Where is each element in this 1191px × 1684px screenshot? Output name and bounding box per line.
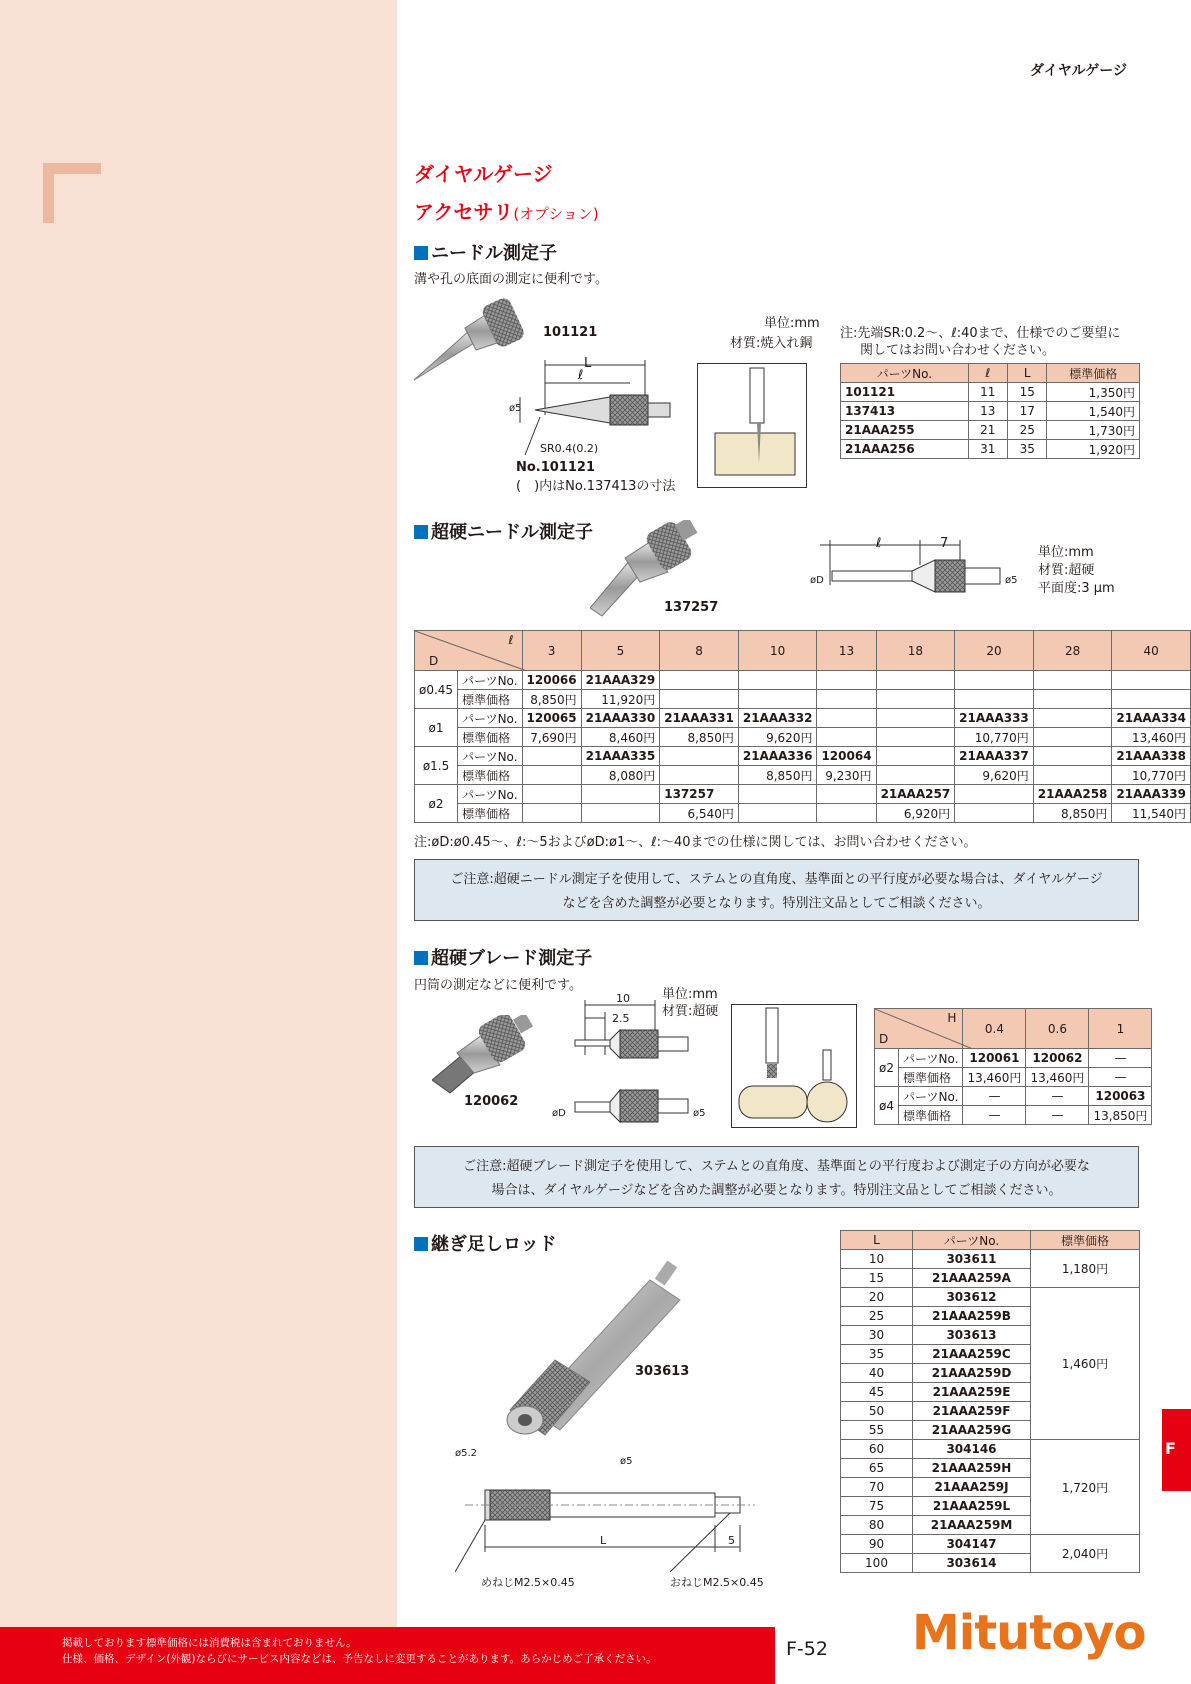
part-cell: 21AAA259G <box>913 1421 1031 1440</box>
part-cell <box>660 671 739 690</box>
table-row <box>415 766 1191 785</box>
column-header: 5 <box>581 631 660 671</box>
section-rod-heading: 継ぎ足しロッド <box>414 1230 557 1256</box>
price-cell: 2,040円 <box>1031 1535 1140 1573</box>
part-cell: 21AAA335 <box>581 747 660 766</box>
table-row <box>415 804 1191 823</box>
price-cell: 6,920円 <box>876 804 955 823</box>
price-cell <box>817 690 876 709</box>
part-cell <box>1112 671 1191 690</box>
length-cell: 50 <box>841 1402 913 1421</box>
part-cell: 303614 <box>913 1554 1031 1573</box>
part-cell: 21AAA333 <box>955 709 1034 728</box>
section-carbide-needle-heading: 超硬ニードル測定子 <box>414 518 593 544</box>
part-cell <box>817 709 876 728</box>
part-cell: 21AAA338 <box>1112 747 1191 766</box>
part-cell <box>660 747 739 766</box>
part-cell: 304146 <box>913 1440 1031 1459</box>
table-row: 137413 13 17 1,540円 <box>841 402 1140 421</box>
length-cell: 55 <box>841 1421 913 1440</box>
column-header: 20 <box>955 631 1034 671</box>
part-cell: 21AAA259C <box>913 1345 1031 1364</box>
price-cell <box>1112 690 1191 709</box>
price-cell <box>738 690 817 709</box>
corner-cell: H D <box>875 1009 963 1049</box>
blade-description: 円筒の測定などに便利です。 <box>414 978 582 993</box>
length-cell: 35 <box>841 1345 913 1364</box>
length-cell: 40 <box>841 1364 913 1383</box>
blade-dim-10: 10 <box>616 992 630 1005</box>
part-cell: 21AAA258 <box>1033 785 1112 804</box>
price-cell: 6,540円 <box>660 804 739 823</box>
price-cell: 9,620円 <box>738 728 817 747</box>
price-cell <box>522 804 581 823</box>
column-header: 0.4 <box>963 1009 1026 1049</box>
needle-dim-d: ø5 <box>509 403 522 414</box>
header-category: ダイヤルゲージ <box>1030 63 1128 79</box>
length-cell: 15 <box>841 1269 913 1288</box>
part-cell <box>955 671 1034 690</box>
header-cell: 標準価格 <box>1031 1231 1140 1250</box>
price-cell: 10,770円 <box>1112 766 1191 785</box>
price-cell <box>955 690 1034 709</box>
part-cell: 21AAA332 <box>738 709 817 728</box>
needle-dim-l: ℓ <box>578 368 584 383</box>
carbide-caution-box: ご注意:超硬ニードル測定子を使用して、ステムとの直角度、基準面との平行度が必要な場合は、ダイヤルゲージ などを含めた調整が必要となります。特別注文品としてご相談ください。 <box>414 859 1139 921</box>
price-cell <box>1033 690 1112 709</box>
price-cell: 11,920円 <box>581 690 660 709</box>
part-cell: 21AAA337 <box>955 747 1034 766</box>
header-cell: パーツNo. <box>841 364 969 383</box>
price-cell <box>660 690 739 709</box>
price-cell <box>955 804 1034 823</box>
length-cell: 100 <box>841 1554 913 1573</box>
price-cell <box>876 690 955 709</box>
part-cell <box>955 785 1034 804</box>
corner-mark <box>43 163 101 223</box>
carbide-dim-7: 7 <box>940 536 949 551</box>
section-tab-f[interactable]: F <box>1162 1409 1191 1491</box>
price-cell: 7,690円 <box>522 728 581 747</box>
column-header: 28 <box>1033 631 1112 671</box>
row-label: パーツNo. <box>458 747 522 766</box>
part-cell: 21AAA259M <box>913 1516 1031 1535</box>
price-cell: 8,850円 <box>522 690 581 709</box>
part-cell <box>876 709 955 728</box>
price-cell: 9,620円 <box>955 766 1034 785</box>
part-cell: 304147 <box>913 1535 1031 1554</box>
price-cell <box>817 728 876 747</box>
row-label: 標準価格 <box>458 804 522 823</box>
rod-image-label: 303613 <box>635 1364 690 1379</box>
rod-dim-5: ø5 <box>620 1456 633 1467</box>
rod-dimension-drawing <box>455 1440 765 1590</box>
part-cell: 120065 <box>522 709 581 728</box>
part-cell <box>522 747 581 766</box>
part-cell <box>738 671 817 690</box>
needle-material: 材質:焼入れ鋼 <box>730 336 813 351</box>
header-cell: 標準価格 <box>1047 364 1140 383</box>
length-cell: 25 <box>841 1307 913 1326</box>
part-cell: 21AAA259A <box>913 1269 1031 1288</box>
price-cell: 8,850円 <box>660 728 739 747</box>
column-header: 10 <box>738 631 817 671</box>
carbide-note: 注:øD:ø0.45〜、ℓ:〜5およびøD:ø1〜、ℓ:〜40までの仕様に関しては、お問い合わせください。 <box>414 835 977 850</box>
table-row: 21AAA255 21 25 1,730円 <box>841 421 1140 440</box>
mitutoyo-logo: Mitutoyo <box>912 1605 1146 1661</box>
column-header: 13 <box>817 631 876 671</box>
part-cell <box>738 785 817 804</box>
price-cell <box>660 766 739 785</box>
part-cell <box>817 671 876 690</box>
table-row <box>841 1440 1140 1459</box>
row-label: 標準価格 <box>458 728 522 747</box>
section-blade-heading: 超硬ブレード測定子 <box>414 944 592 970</box>
table-row <box>415 709 1191 728</box>
column-header: 8 <box>660 631 739 671</box>
carbide-flatness: 平面度:3 μm <box>1038 581 1115 596</box>
blade-image-label: 120062 <box>464 1094 519 1109</box>
part-cell: 21AAA259B <box>913 1307 1031 1326</box>
part-cell: 21AAA259J <box>913 1478 1031 1497</box>
table-row: 21AAA256 31 35 1,920円 <box>841 440 1140 459</box>
part-cell: 137257 <box>660 785 739 804</box>
part-cell: 303613 <box>913 1326 1031 1345</box>
blade-material: 材質:超硬 <box>662 1004 719 1019</box>
needle-unit: 単位:mm <box>764 316 820 331</box>
blade-caution-box: ご注意:超硬ブレード測定子を使用して、ステムとの直角度、基準面との平行度および測定子の方向が必要な 場合は、ダイヤルゲージなどを含めた調整が必要となります。特別注文品としてご相談ください。 <box>414 1146 1139 1208</box>
length-cell: 60 <box>841 1440 913 1459</box>
table-row: ø2 パーツNo. 120061 120062 — <box>875 1049 1152 1068</box>
table-row: ø4 パーツNo. — — 120063 <box>875 1087 1152 1106</box>
price-cell: 11,540円 <box>1112 804 1191 823</box>
row-label: パーツNo. <box>458 709 522 728</box>
carbide-unit: 単位:mm <box>1038 545 1094 560</box>
price-cell: 8,850円 <box>1033 804 1112 823</box>
rod-dim-L: L <box>600 1534 607 1547</box>
length-cell: 30 <box>841 1326 913 1345</box>
table-row <box>415 747 1191 766</box>
needle-note-1: 注:先端SR:0.2〜、ℓ:40まで、仕様でのご要望に <box>840 326 1121 341</box>
blade-dim-2-5: 2.5 <box>612 1012 630 1025</box>
table-row: 標準価格 — — 13,850円 <box>875 1106 1152 1125</box>
column-header: 40 <box>1112 631 1191 671</box>
price-cell: 8,080円 <box>581 766 660 785</box>
page-subtitle: アクセサリ(オプション) <box>414 200 599 224</box>
part-cell: 21AAA259L <box>913 1497 1031 1516</box>
needle-caption-1: No.101121 <box>516 460 596 475</box>
part-cell: 303611 <box>913 1250 1031 1269</box>
price-cell <box>1033 766 1112 785</box>
d-cell: ø1 <box>415 709 458 747</box>
part-cell: 303612 <box>913 1288 1031 1307</box>
needle-caption-2: ( )内はNo.137413の寸法 <box>516 479 676 494</box>
part-cell <box>876 671 955 690</box>
column-header: 0.6 <box>1026 1009 1089 1049</box>
part-cell: 21AAA259E <box>913 1383 1031 1402</box>
footer-line-1: 掲載しております標準価格には消費税は含まれておりません。 <box>62 1637 357 1649</box>
price-cell: 9,230円 <box>817 766 876 785</box>
price-cell <box>522 766 581 785</box>
length-cell: 45 <box>841 1383 913 1402</box>
part-cell: 120064 <box>817 747 876 766</box>
d-cell: ø0.45 <box>415 671 458 709</box>
rod-male-thread: おねじM2.5×0.45 <box>670 1576 764 1589</box>
header-cell: パーツNo. <box>913 1231 1031 1250</box>
rod-female-thread: めねじM2.5×0.45 <box>481 1576 575 1589</box>
part-cell: 21AAA259D <box>913 1364 1031 1383</box>
carbide-dim-D: øD <box>810 575 824 586</box>
table-row <box>841 1250 1140 1269</box>
length-cell: 20 <box>841 1288 913 1307</box>
table-row: 標準価格 13,460円 13,460円 — <box>875 1068 1152 1087</box>
length-cell: 80 <box>841 1516 913 1535</box>
needle-dim-sr: SR0.4(0.2) <box>540 442 599 455</box>
table-row <box>841 1535 1140 1554</box>
carbide-needle-table <box>414 630 1191 823</box>
blade-usage-diagram <box>731 1004 857 1128</box>
price-cell <box>876 728 955 747</box>
part-cell: 21AAA339 <box>1112 785 1191 804</box>
part-cell: 21AAA330 <box>581 709 660 728</box>
price-cell: 13,460円 <box>1112 728 1191 747</box>
table-row <box>415 728 1191 747</box>
needle-image-label: 101121 <box>543 325 598 340</box>
blade-dim-5: ø5 <box>693 1108 706 1119</box>
length-cell: 75 <box>841 1497 913 1516</box>
price-cell <box>1033 728 1112 747</box>
part-cell: 21AAA334 <box>1112 709 1191 728</box>
length-cell: 90 <box>841 1535 913 1554</box>
length-cell: 70 <box>841 1478 913 1497</box>
needle-table <box>840 363 1140 459</box>
carbide-needle-image-label: 137257 <box>664 600 719 615</box>
part-cell <box>581 785 660 804</box>
part-cell: 21AAA331 <box>660 709 739 728</box>
price-cell: 8,850円 <box>738 766 817 785</box>
footer-band <box>0 1627 775 1684</box>
rod-table <box>840 1230 1140 1573</box>
blade-table <box>874 1008 1152 1125</box>
header-cell: L <box>841 1231 913 1250</box>
column-header: 18 <box>876 631 955 671</box>
d-cell: ø1.5 <box>415 747 458 785</box>
price-cell <box>738 804 817 823</box>
row-label: パーツNo. <box>458 671 522 690</box>
length-cell: 10 <box>841 1250 913 1269</box>
column-header: 3 <box>522 631 581 671</box>
blade-product-image <box>432 1015 542 1095</box>
needle-dim-L: L <box>584 356 592 371</box>
part-cell <box>1033 709 1112 728</box>
part-cell: 21AAA259H <box>913 1459 1031 1478</box>
price-cell <box>817 804 876 823</box>
carbide-dim-l: ℓ <box>876 536 882 551</box>
footer-line-2: 仕様、価格、デザイン(外観)ならびにサービス内容などは、予告なしに変更することがあります。あらかじめご了承ください。 <box>62 1653 657 1665</box>
price-cell: 10,770円 <box>955 728 1034 747</box>
page-number: F-52 <box>786 1638 828 1660</box>
part-cell <box>1033 671 1112 690</box>
part-cell <box>1033 747 1112 766</box>
part-cell <box>876 747 955 766</box>
table-row <box>415 671 1191 690</box>
part-cell: 21AAA329 <box>581 671 660 690</box>
price-cell: 8,460円 <box>581 728 660 747</box>
price-cell: 1,460円 <box>1031 1288 1140 1440</box>
price-cell: 1,180円 <box>1031 1250 1140 1288</box>
price-cell <box>581 804 660 823</box>
carbide-material: 材質:超硬 <box>1038 563 1095 578</box>
rod-product-image <box>500 1260 700 1440</box>
carbide-needle-dimension-drawing <box>820 535 1030 605</box>
rod-dim-5-2: ø5.2 <box>455 1448 478 1459</box>
part-cell: 21AAA257 <box>876 785 955 804</box>
price-cell <box>876 766 955 785</box>
header-cell: L <box>1008 364 1047 383</box>
header-cell: ℓ <box>968 364 1007 383</box>
rod-dim-5b: 5 <box>728 1534 735 1547</box>
table-row <box>841 1288 1140 1307</box>
table-row <box>415 690 1191 709</box>
d-cell: ø2 <box>415 785 458 823</box>
blade-unit: 単位:mm <box>662 987 718 1002</box>
needle-note-2: 関してはお問い合わせください。 <box>860 343 1056 358</box>
row-label: 標準価格 <box>458 690 522 709</box>
carbide-dim-5: ø5 <box>1005 575 1018 586</box>
part-cell: 21AAA259F <box>913 1402 1031 1421</box>
length-cell: 65 <box>841 1459 913 1478</box>
part-cell: 120066 <box>522 671 581 690</box>
table-row: 101121 11 15 1,350円 <box>841 383 1140 402</box>
row-label: 標準価格 <box>458 766 522 785</box>
needle-dimension-drawing <box>510 355 690 465</box>
price-cell: 1,720円 <box>1031 1440 1140 1535</box>
row-label: パーツNo. <box>458 785 522 804</box>
part-cell <box>817 785 876 804</box>
part-cell <box>522 785 581 804</box>
column-header: 1 <box>1089 1009 1152 1049</box>
needle-usage-diagram <box>697 363 807 488</box>
table-row <box>415 785 1191 804</box>
left-color-band <box>0 0 397 1684</box>
section-needle-heading: ニードル測定子 <box>414 239 557 265</box>
needle-description: 溝や孔の底面の測定に便利です。 <box>414 272 608 287</box>
part-cell: 21AAA336 <box>738 747 817 766</box>
blade-dim-D: øD <box>552 1108 566 1119</box>
page-title: ダイヤルゲージ <box>414 162 553 186</box>
corner-cell: ℓ D <box>415 631 523 671</box>
